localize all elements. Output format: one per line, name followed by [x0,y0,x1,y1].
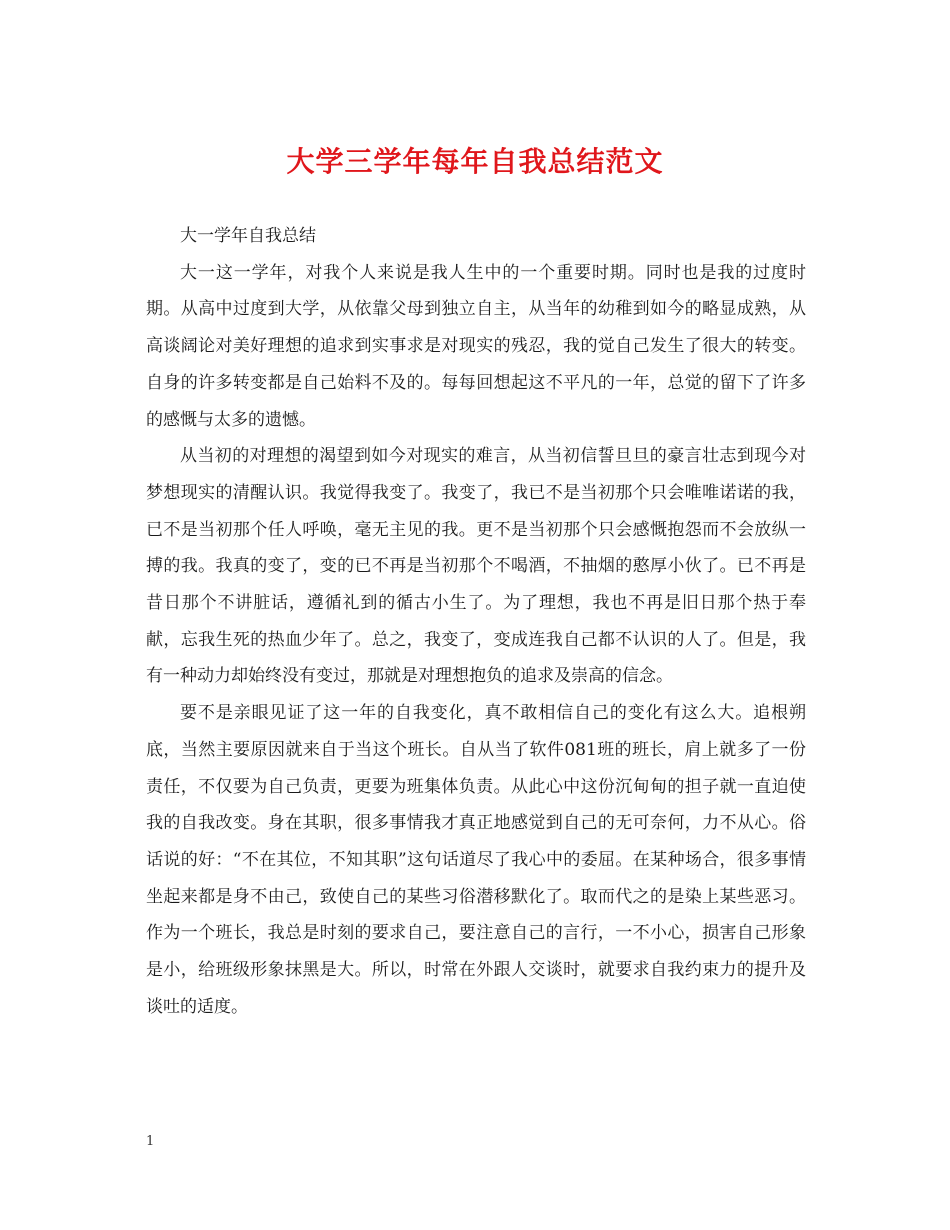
page-number: 1 [146,1134,155,1149]
document-title: 大学三学年每年自我总结范文 [286,145,664,178]
section-heading: 大一学年自我总结 [180,226,316,246]
paragraph: 大一这一学年，对我个人来说是我人生中的一个重要时期。同时也是我的过度时期。从高中过度到大学，从依靠父母到独立自主，从当年的幼稚到如今的略显成熟，从高谈阔论对美好理想的追求到实事求是对现实的残忍，我的觉自己发生了很大的转变。自身的许多转变都是自己始料不及的。每每回想起这不平凡的一年，总觉的留下了许多的感慨与太多的遗憾。 [146,262,806,430]
paragraph: 要不是亲眼见证了这一年的自我变化，真不敢相信自己的变化有这么大。追根朔底，当然主要原因就来自于当这个班长。自从当了软件081班的班长，肩上就多了一份责任，不仅要为自己负责，更要为班集体负责。从此心中这份沉甸甸的担子就一直迫使我的自我改变。身在其职，很多事情我才真正地感觉到自己的无可奈何，力不从心。俗话说的好：“不在其位，不知其职”这句话道尽了我心中的委屈。在某种场合，很多事情坐起来都是身不由己，致使自己的某些习俗潜移默化了。取而代之的是染上某些恶习。作为一个班长，我总是时刻的要求自己，要注意自己的言行，一不小心，损害自己形象是小，给班级形象抹黑是大。所以，时常在外跟人交谈时，就要求自我约束力的提升及谈吐的适度。 [146,703,806,1017]
document-body [146,218,806,1025]
paragraph: 从当初的对理想的渴望到如今对现实的难言，从当初信誓旦旦的豪言壮志到现今对梦想现实的清醒认识。我觉得我变了。我变了，我已不是当初那个只会唯唯诺诺的我，已不是当初那个任人呼唤，毫无主见的我。更不是当初那个只会感慨抱怨而不会放纵一搏的我。我真的变了，变的已不再是当初那个不喝酒，不抽烟的憨厚小伙了。已不再是昔日那个不讲脏话，遵循礼到的循古小生了。为了理想，我也不再是旧日那个热于奉献，忘我生死的热血少年了。总之，我变了，变成连我自己都不认识的人了。但是，我有一种动力却始终没有变过，那就是对理想抱负的追求及崇高的信念。 [146,446,806,687]
